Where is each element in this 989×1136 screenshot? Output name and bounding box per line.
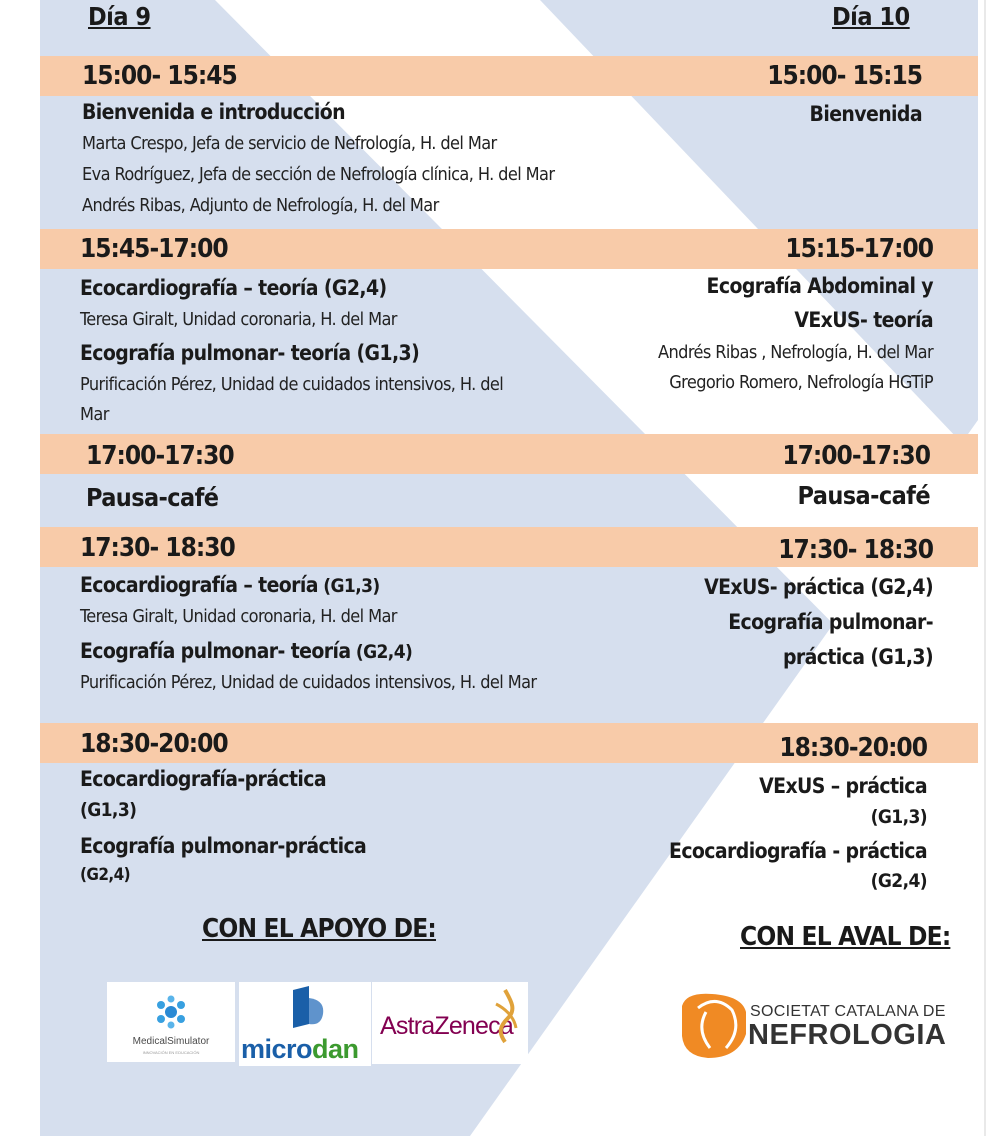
d10-s1-title: Bienvenida <box>809 102 922 126</box>
day-10-header: Día 10 <box>832 2 910 31</box>
astrazeneca-logo <box>372 982 528 1064</box>
scn-emblem-icon <box>676 986 750 1062</box>
support-heading: CON EL APOYO DE: <box>202 914 436 944</box>
d10-s3-title: Pausa-café <box>797 481 930 510</box>
d9-s5-b-group: (G2,4) <box>80 865 131 885</box>
d9-s3-title: Pausa-café <box>86 483 219 512</box>
d10-s4-time: 17:30- 18:30 <box>778 535 933 565</box>
d9-s4-a-speaker: Teresa Giralt, Unidad coronaria, H. del Mar <box>80 606 397 627</box>
d9-s4-time: 17:30- 18:30 <box>80 533 235 563</box>
scn-logo <box>672 982 958 1064</box>
d9-s2-time: 15:45-17:00 <box>80 234 228 264</box>
d9-s1-title: Bienvenida e introducción <box>82 100 345 124</box>
d9-s4-b-speaker: Purificación Pérez, Unidad de cuidados intensivos, H. del Mar <box>80 672 537 693</box>
astrazeneca-text: AstraZeneca <box>380 1012 513 1040</box>
d10-s3-time: 17:00-17:30 <box>782 441 930 471</box>
d9-s5-time: 18:30-20:00 <box>80 729 228 759</box>
microdan-logo <box>239 982 371 1066</box>
d10-s2-speaker: Andrés Ribas , Nefrología, H. del Mar <box>658 342 933 363</box>
d9-s1-speaker: Marta Crespo, Jefa de servicio de Nefrología, H. del Mar <box>82 133 497 154</box>
scn-line-1: SOCIETAT CATALANA DE <box>750 1003 946 1020</box>
d9-s4-b-title: Ecografía pulmonar- teoría (G2,4) <box>80 639 413 663</box>
d9-s4-a-title: Ecocardiografía – teoría (G1,3) <box>80 573 380 597</box>
d9-s2-a-speaker: Teresa Giralt, Unidad coronaria, H. del Mar <box>80 309 397 330</box>
medical-simulator-text: MedicalSimulator <box>132 1036 210 1047</box>
page-edge <box>978 0 989 1136</box>
d9-s5-b-title: Ecografía pulmonar-práctica <box>80 834 367 858</box>
d9-s3-time: 17:00-17:30 <box>86 441 234 471</box>
scn-line-2: NEFROLOGIA <box>748 1019 947 1051</box>
d9-s2-b-speaker: Purificación Pérez, Unidad de cuidados intensivos, H. del <box>80 374 504 395</box>
microdan-text: microdan <box>241 1034 359 1064</box>
d9-s5-a-group: (G1,3) <box>80 799 137 821</box>
d10-s4-a-title: VExUS- práctica (G2,4) <box>704 575 933 599</box>
medical-simulator-logo <box>107 982 235 1062</box>
d10-s4-b-title: Ecografía pulmonar- <box>728 610 933 634</box>
d10-s2-title: Ecografía Abdominal y <box>706 274 933 298</box>
d10-s5-b-group: (G2,4) <box>870 870 927 892</box>
astrazeneca-symbol-icon <box>490 988 520 1044</box>
d9-s2-b-title: Ecografía pulmonar- teoría (G1,3) <box>80 341 420 365</box>
d10-s5-a-group: (G1,3) <box>870 806 927 828</box>
d9-s2-a-title: Ecocardiografía – teoría (G2,4) <box>80 276 387 300</box>
d9-s1-time: 15:00- 15:45 <box>82 61 237 91</box>
d9-s5-a-title: Ecocardiografía-práctica <box>80 767 327 791</box>
d10-s2-speaker: Gregorio Romero, Nefrología HGTiP <box>669 372 933 393</box>
d9-s2-b-speaker: Mar <box>80 404 109 425</box>
molecule-icon <box>153 994 189 1030</box>
day-9-header: Día 9 <box>88 2 151 31</box>
medical-simulator-subtext: INNOVACIÓN EN EDUCACIÓN <box>142 1050 200 1055</box>
endorsement-heading: CON EL AVAL DE: <box>740 922 951 952</box>
d9-s1-speaker: Eva Rodríguez, Jefa de sección de Nefrología clínica, H. del Mar <box>82 164 555 185</box>
d10-s5-time: 18:30-20:00 <box>779 733 927 763</box>
d10-s2-time: 15:15-17:00 <box>785 234 933 264</box>
d10-s5-a-title: VExUS – práctica <box>759 774 927 798</box>
d10-s1-time: 15:00- 15:15 <box>767 61 922 91</box>
d9-s1-speaker: Andrés Ribas, Adjunto de Nefrología, H. del Mar <box>82 195 439 216</box>
d10-s4-b-title: práctica (G1,3) <box>782 645 933 669</box>
d10-s2-title: VExUS- teoría <box>794 308 933 332</box>
d10-s5-b-title: Ecocardiografía - práctica <box>669 839 927 863</box>
microdan-mark-icon <box>279 984 329 1032</box>
